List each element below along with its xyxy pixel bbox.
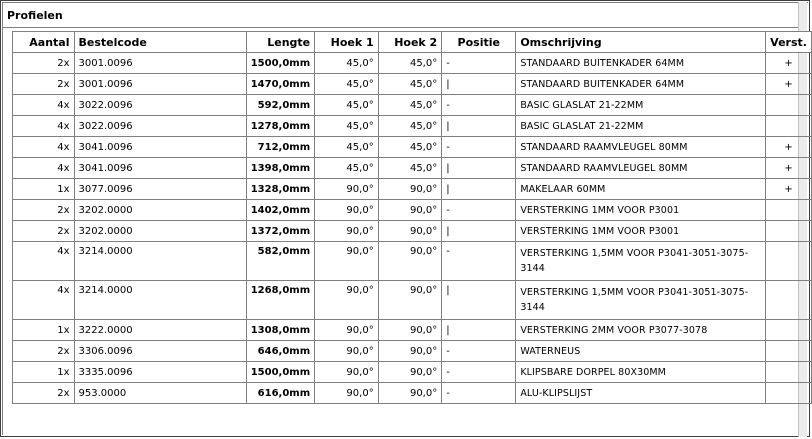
cell-positie: - bbox=[442, 242, 516, 281]
cell-hoek1: 90,0° bbox=[315, 281, 379, 320]
cell-bestelcode: 953.0000 bbox=[74, 383, 246, 404]
table-row[interactable] bbox=[13, 137, 812, 158]
cell-aantal: 2x bbox=[13, 383, 75, 404]
column-header-bestelcode[interactable]: Bestelcode bbox=[74, 32, 246, 53]
cell-omschrijving: ALU-KLIPSLIJST bbox=[516, 383, 766, 404]
title-divider bbox=[3, 27, 798, 28]
table-header-row bbox=[13, 32, 812, 53]
cell-lengte: 582,0mm bbox=[246, 242, 314, 281]
cell-omschrijving: VERSTERKING 1,5MM VOOR P3041-3051-3075-3144 bbox=[516, 242, 766, 281]
cell-verst: + bbox=[766, 158, 812, 179]
cell-omschrijving: WATERNEUS bbox=[516, 341, 766, 362]
cell-bestelcode: 3222.0000 bbox=[74, 320, 246, 341]
cell-lengte: 1268,0mm bbox=[246, 281, 314, 320]
cell-hoek2: 45,0° bbox=[378, 53, 442, 74]
cell-omschrijving: STANDAARD BUITENKADER 64MM bbox=[516, 74, 766, 95]
cell-verst bbox=[766, 95, 812, 116]
cell-hoek2: 90,0° bbox=[378, 383, 442, 404]
cell-lengte: 1500,0mm bbox=[246, 53, 314, 74]
cell-verst bbox=[766, 383, 812, 404]
cell-omschrijving: STANDAARD RAAMVLEUGEL 80MM bbox=[516, 137, 766, 158]
profielen-table bbox=[12, 31, 812, 404]
table-row[interactable] bbox=[13, 158, 812, 179]
table-row[interactable] bbox=[13, 281, 812, 320]
cell-verst bbox=[766, 362, 812, 383]
cell-hoek1: 90,0° bbox=[315, 341, 379, 362]
cell-verst: + bbox=[766, 53, 812, 74]
cell-hoek2: 90,0° bbox=[378, 179, 442, 200]
cell-bestelcode: 3041.0096 bbox=[74, 137, 246, 158]
cell-bestelcode: 3202.0000 bbox=[74, 200, 246, 221]
cell-positie: | bbox=[442, 158, 516, 179]
cell-aantal: 1x bbox=[13, 320, 75, 341]
cell-positie: - bbox=[442, 383, 516, 404]
table-row[interactable] bbox=[13, 116, 812, 137]
cell-bestelcode: 3214.0000 bbox=[74, 242, 246, 281]
cell-bestelcode: 3001.0096 bbox=[74, 53, 246, 74]
cell-verst: + bbox=[766, 137, 812, 158]
column-header-hoek2[interactable]: Hoek 2 bbox=[378, 32, 442, 53]
cell-verst: + bbox=[766, 179, 812, 200]
cell-bestelcode: 3335.0096 bbox=[74, 362, 246, 383]
cell-lengte: 1328,0mm bbox=[246, 179, 314, 200]
cell-omschrijving: VERSTERKING 1MM VOOR P3001 bbox=[516, 221, 766, 242]
cell-hoek2: 45,0° bbox=[378, 137, 442, 158]
column-header-verst[interactable]: Verst. bbox=[766, 32, 812, 53]
cell-verst bbox=[766, 281, 812, 320]
cell-verst bbox=[766, 341, 812, 362]
column-header-lengte[interactable]: Lengte bbox=[246, 32, 314, 53]
column-header-aantal[interactable]: Aantal bbox=[13, 32, 75, 53]
cell-bestelcode: 3022.0096 bbox=[74, 95, 246, 116]
cell-bestelcode: 3001.0096 bbox=[74, 74, 246, 95]
cell-hoek1: 45,0° bbox=[315, 53, 379, 74]
cell-positie: - bbox=[442, 200, 516, 221]
table-row[interactable] bbox=[13, 221, 812, 242]
table-row[interactable] bbox=[13, 320, 812, 341]
table-row[interactable] bbox=[13, 362, 812, 383]
cell-aantal: 1x bbox=[13, 362, 75, 383]
cell-bestelcode: 3202.0000 bbox=[74, 221, 246, 242]
cell-positie: | bbox=[442, 74, 516, 95]
cell-hoek1: 90,0° bbox=[315, 320, 379, 341]
cell-verst bbox=[766, 242, 812, 281]
cell-aantal: 2x bbox=[13, 221, 75, 242]
cell-hoek1: 90,0° bbox=[315, 179, 379, 200]
cell-lengte: 1500,0mm bbox=[246, 362, 314, 383]
cell-hoek1: 90,0° bbox=[315, 242, 379, 281]
cell-lengte: 1372,0mm bbox=[246, 221, 314, 242]
cell-lengte: 646,0mm bbox=[246, 341, 314, 362]
cell-hoek2: 45,0° bbox=[378, 116, 442, 137]
cell-bestelcode: 3306.0096 bbox=[74, 341, 246, 362]
cell-lengte: 1470,0mm bbox=[246, 74, 314, 95]
cell-positie: - bbox=[442, 362, 516, 383]
cell-lengte: 712,0mm bbox=[246, 137, 314, 158]
cell-omschrijving: STANDAARD RAAMVLEUGEL 80MM bbox=[516, 158, 766, 179]
cell-omschrijving: BASIC GLASLAT 21-22MM bbox=[516, 116, 766, 137]
cell-hoek2: 90,0° bbox=[378, 320, 442, 341]
cell-hoek2: 90,0° bbox=[378, 242, 442, 281]
table-row[interactable] bbox=[13, 383, 812, 404]
cell-verst bbox=[766, 221, 812, 242]
cell-hoek2: 90,0° bbox=[378, 221, 442, 242]
cell-positie: | bbox=[442, 116, 516, 137]
cell-aantal: 4x bbox=[13, 95, 75, 116]
cell-omschrijving: BASIC GLASLAT 21-22MM bbox=[516, 95, 766, 116]
cell-bestelcode: 3077.0096 bbox=[74, 179, 246, 200]
cell-positie: | bbox=[442, 221, 516, 242]
cell-hoek1: 90,0° bbox=[315, 362, 379, 383]
cell-omschrijving: MAKELAAR 60MM bbox=[516, 179, 766, 200]
cell-aantal: 1x bbox=[13, 179, 75, 200]
cell-lengte: 1402,0mm bbox=[246, 200, 314, 221]
cell-aantal: 2x bbox=[13, 200, 75, 221]
panel-title: Profielen bbox=[7, 9, 63, 22]
cell-hoek1: 45,0° bbox=[315, 95, 379, 116]
cell-aantal: 4x bbox=[13, 116, 75, 137]
cell-hoek2: 45,0° bbox=[378, 95, 442, 116]
cell-omschrijving: KLIPSBARE DORPEL 80X30MM bbox=[516, 362, 766, 383]
cell-lengte: 1398,0mm bbox=[246, 158, 314, 179]
cell-lengte: 1278,0mm bbox=[246, 116, 314, 137]
cell-hoek1: 90,0° bbox=[315, 200, 379, 221]
column-header-omschrijving[interactable]: Omschrijving bbox=[516, 32, 766, 53]
cell-hoek2: 90,0° bbox=[378, 362, 442, 383]
cell-verst bbox=[766, 200, 812, 221]
cell-positie: | bbox=[442, 320, 516, 341]
cell-hoek1: 45,0° bbox=[315, 116, 379, 137]
cell-omschrijving: VERSTERKING 1MM VOOR P3001 bbox=[516, 200, 766, 221]
cell-aantal: 4x bbox=[13, 137, 75, 158]
cell-omschrijving: VERSTERKING 2MM VOOR P3077-3078 bbox=[516, 320, 766, 341]
cell-verst: + bbox=[766, 74, 812, 95]
cell-omschrijving: STANDAARD BUITENKADER 64MM bbox=[516, 53, 766, 74]
cell-hoek1: 90,0° bbox=[315, 383, 379, 404]
cell-omschrijving: VERSTERKING 1,5MM VOOR P3041-3051-3075-3144 bbox=[516, 281, 766, 320]
cell-hoek2: 45,0° bbox=[378, 74, 442, 95]
cell-hoek1: 45,0° bbox=[315, 74, 379, 95]
cell-bestelcode: 3214.0000 bbox=[74, 281, 246, 320]
cell-aantal: 4x bbox=[13, 158, 75, 179]
table-row[interactable] bbox=[13, 341, 812, 362]
cell-positie: | bbox=[442, 179, 516, 200]
cell-aantal: 4x bbox=[13, 242, 75, 281]
table-row[interactable] bbox=[13, 242, 812, 281]
cell-aantal: 2x bbox=[13, 74, 75, 95]
table-body bbox=[13, 53, 812, 404]
table-row[interactable] bbox=[13, 53, 812, 74]
column-header-hoek1[interactable]: Hoek 1 bbox=[315, 32, 379, 53]
cell-aantal: 2x bbox=[13, 53, 75, 74]
table-row[interactable] bbox=[13, 179, 812, 200]
cell-positie: - bbox=[442, 53, 516, 74]
cell-verst bbox=[766, 320, 812, 341]
cell-hoek2: 90,0° bbox=[378, 281, 442, 320]
cell-positie: - bbox=[442, 137, 516, 158]
cell-lengte: 592,0mm bbox=[246, 95, 314, 116]
cell-verst bbox=[766, 116, 812, 137]
cell-positie: | bbox=[442, 281, 516, 320]
cell-hoek2: 90,0° bbox=[378, 200, 442, 221]
cell-bestelcode: 3041.0096 bbox=[74, 158, 246, 179]
cell-positie: - bbox=[442, 341, 516, 362]
table-row[interactable] bbox=[13, 95, 812, 116]
cell-hoek2: 90,0° bbox=[378, 341, 442, 362]
cell-positie: - bbox=[442, 95, 516, 116]
cell-aantal: 2x bbox=[13, 341, 75, 362]
cell-lengte: 1308,0mm bbox=[246, 320, 314, 341]
cell-aantal: 4x bbox=[13, 281, 75, 320]
cell-hoek2: 45,0° bbox=[378, 158, 442, 179]
cell-hoek1: 90,0° bbox=[315, 221, 379, 242]
table-row[interactable] bbox=[13, 200, 812, 221]
column-header-positie[interactable]: Positie bbox=[442, 32, 516, 53]
cell-bestelcode: 3022.0096 bbox=[74, 116, 246, 137]
cell-lengte: 616,0mm bbox=[246, 383, 314, 404]
cell-hoek1: 45,0° bbox=[315, 137, 379, 158]
cell-hoek1: 45,0° bbox=[315, 158, 379, 179]
table-row[interactable] bbox=[13, 74, 812, 95]
